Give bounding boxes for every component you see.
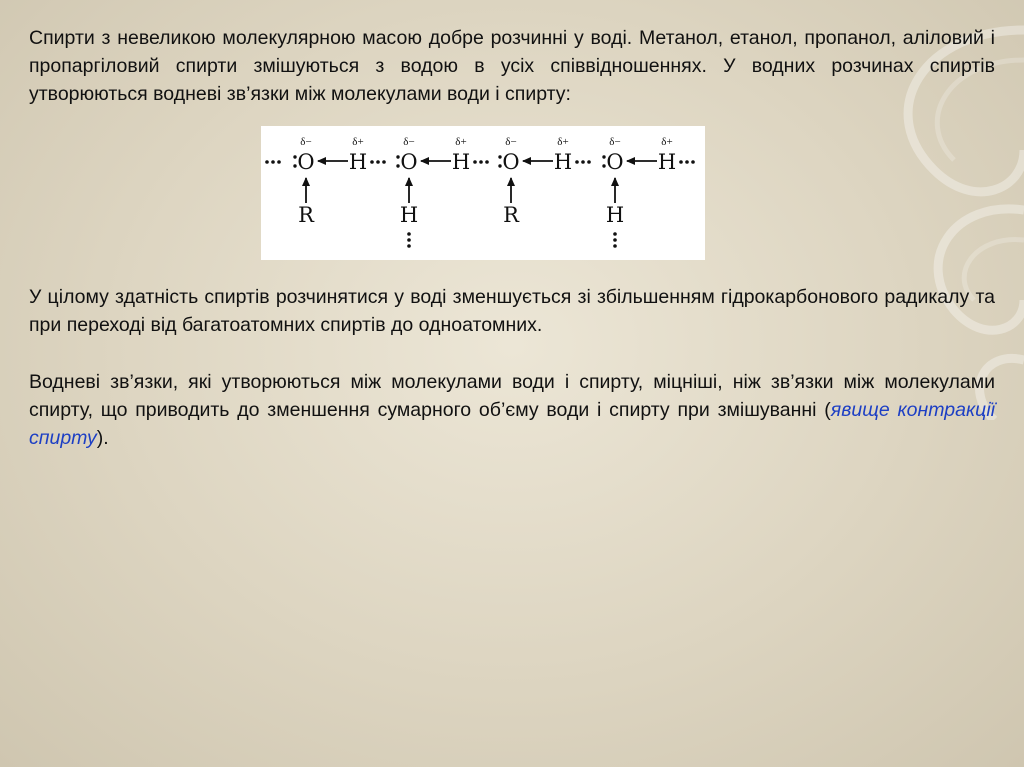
solubility-paragraph: У цілому здатність спиртів розчинятися у воді зменшується зі збільшенням гідрокарбонового радикалу та при переході від багатоатомних спиртів до одноатомних. — [29, 286, 995, 336]
h-bond-dots — [685, 160, 689, 164]
atom-label: H — [553, 150, 573, 174]
h-bond-dots — [407, 244, 411, 248]
lone-pair-dot — [396, 164, 399, 167]
h-bond-dots — [581, 160, 585, 164]
h-bond-dots — [382, 160, 386, 164]
atom-label: H — [451, 150, 471, 174]
substituent-label: H — [399, 203, 419, 227]
h-bond-dots — [277, 160, 281, 164]
substituent-label: H — [605, 203, 625, 227]
h-bond-dots — [265, 160, 269, 164]
contraction-tail: ). — [96, 427, 109, 449]
substituent-label: R — [503, 203, 519, 227]
lone-pair-dot — [293, 164, 296, 167]
h-bond-dots — [271, 160, 275, 164]
partial-charge: δ− — [403, 136, 415, 148]
contraction-term: явище контракції спирту — [29, 399, 995, 449]
h-bond-dots — [587, 160, 591, 164]
intro-paragraph: Спирти з невеликою молекулярною масою добре розчинні у воді. Метанол, етанол, пропанол, аліловий і пропаргіловий спирти змішуються з водою в усіх співвідношеннях. У водних розчинах спиртів утворюються водневі зв’язки між молекулами води і спирту: — [29, 27, 995, 105]
partial-charge: δ− — [300, 136, 312, 148]
hydrogen-bond-diagram — [261, 126, 705, 260]
contraction-text: Водневі зв’язки, які утворюються між молекулами води і спирту, міцніші, ніж зв’язки між молекулами спирту, що приводить до зменшення сумарного об’єму води і спирту при змішуванні ( — [29, 371, 995, 421]
partial-charge: δ+ — [352, 136, 364, 148]
lone-pair-dot — [602, 155, 605, 158]
h-bond-dots — [376, 160, 380, 164]
h-bond-dots — [485, 160, 489, 164]
lone-pair-dot — [498, 164, 501, 167]
atom-label: O — [502, 150, 520, 174]
h-bond-dots — [691, 160, 695, 164]
partial-charge: δ+ — [661, 136, 673, 148]
contraction-paragraph — [29, 368, 995, 452]
partial-charge: δ+ — [557, 136, 569, 148]
h-bond-dots — [407, 232, 411, 236]
substituent-label: R — [298, 203, 314, 227]
atom-label: H — [348, 150, 368, 174]
partial-charge: δ+ — [455, 136, 467, 148]
lone-pair-dot — [498, 155, 501, 158]
h-bond-dots — [613, 238, 617, 242]
atom-label: H — [657, 150, 677, 174]
h-bond-dots — [613, 244, 617, 248]
h-bond-dots — [575, 160, 579, 164]
h-bond-dots — [679, 160, 683, 164]
atom-label: O — [606, 150, 624, 174]
atom-label: O — [400, 150, 418, 174]
h-bond-dots — [479, 160, 483, 164]
lone-pair-dot — [602, 164, 605, 167]
h-bond-dots — [473, 160, 477, 164]
h-bond-dots — [613, 232, 617, 236]
partial-charge: δ− — [609, 136, 621, 148]
lone-pair-dot — [293, 155, 296, 158]
h-bond-dots — [407, 238, 411, 242]
lone-pair-dot — [396, 155, 399, 158]
atom-label: O — [297, 150, 315, 174]
partial-charge: δ− — [505, 136, 517, 148]
h-bond-dots — [370, 160, 374, 164]
